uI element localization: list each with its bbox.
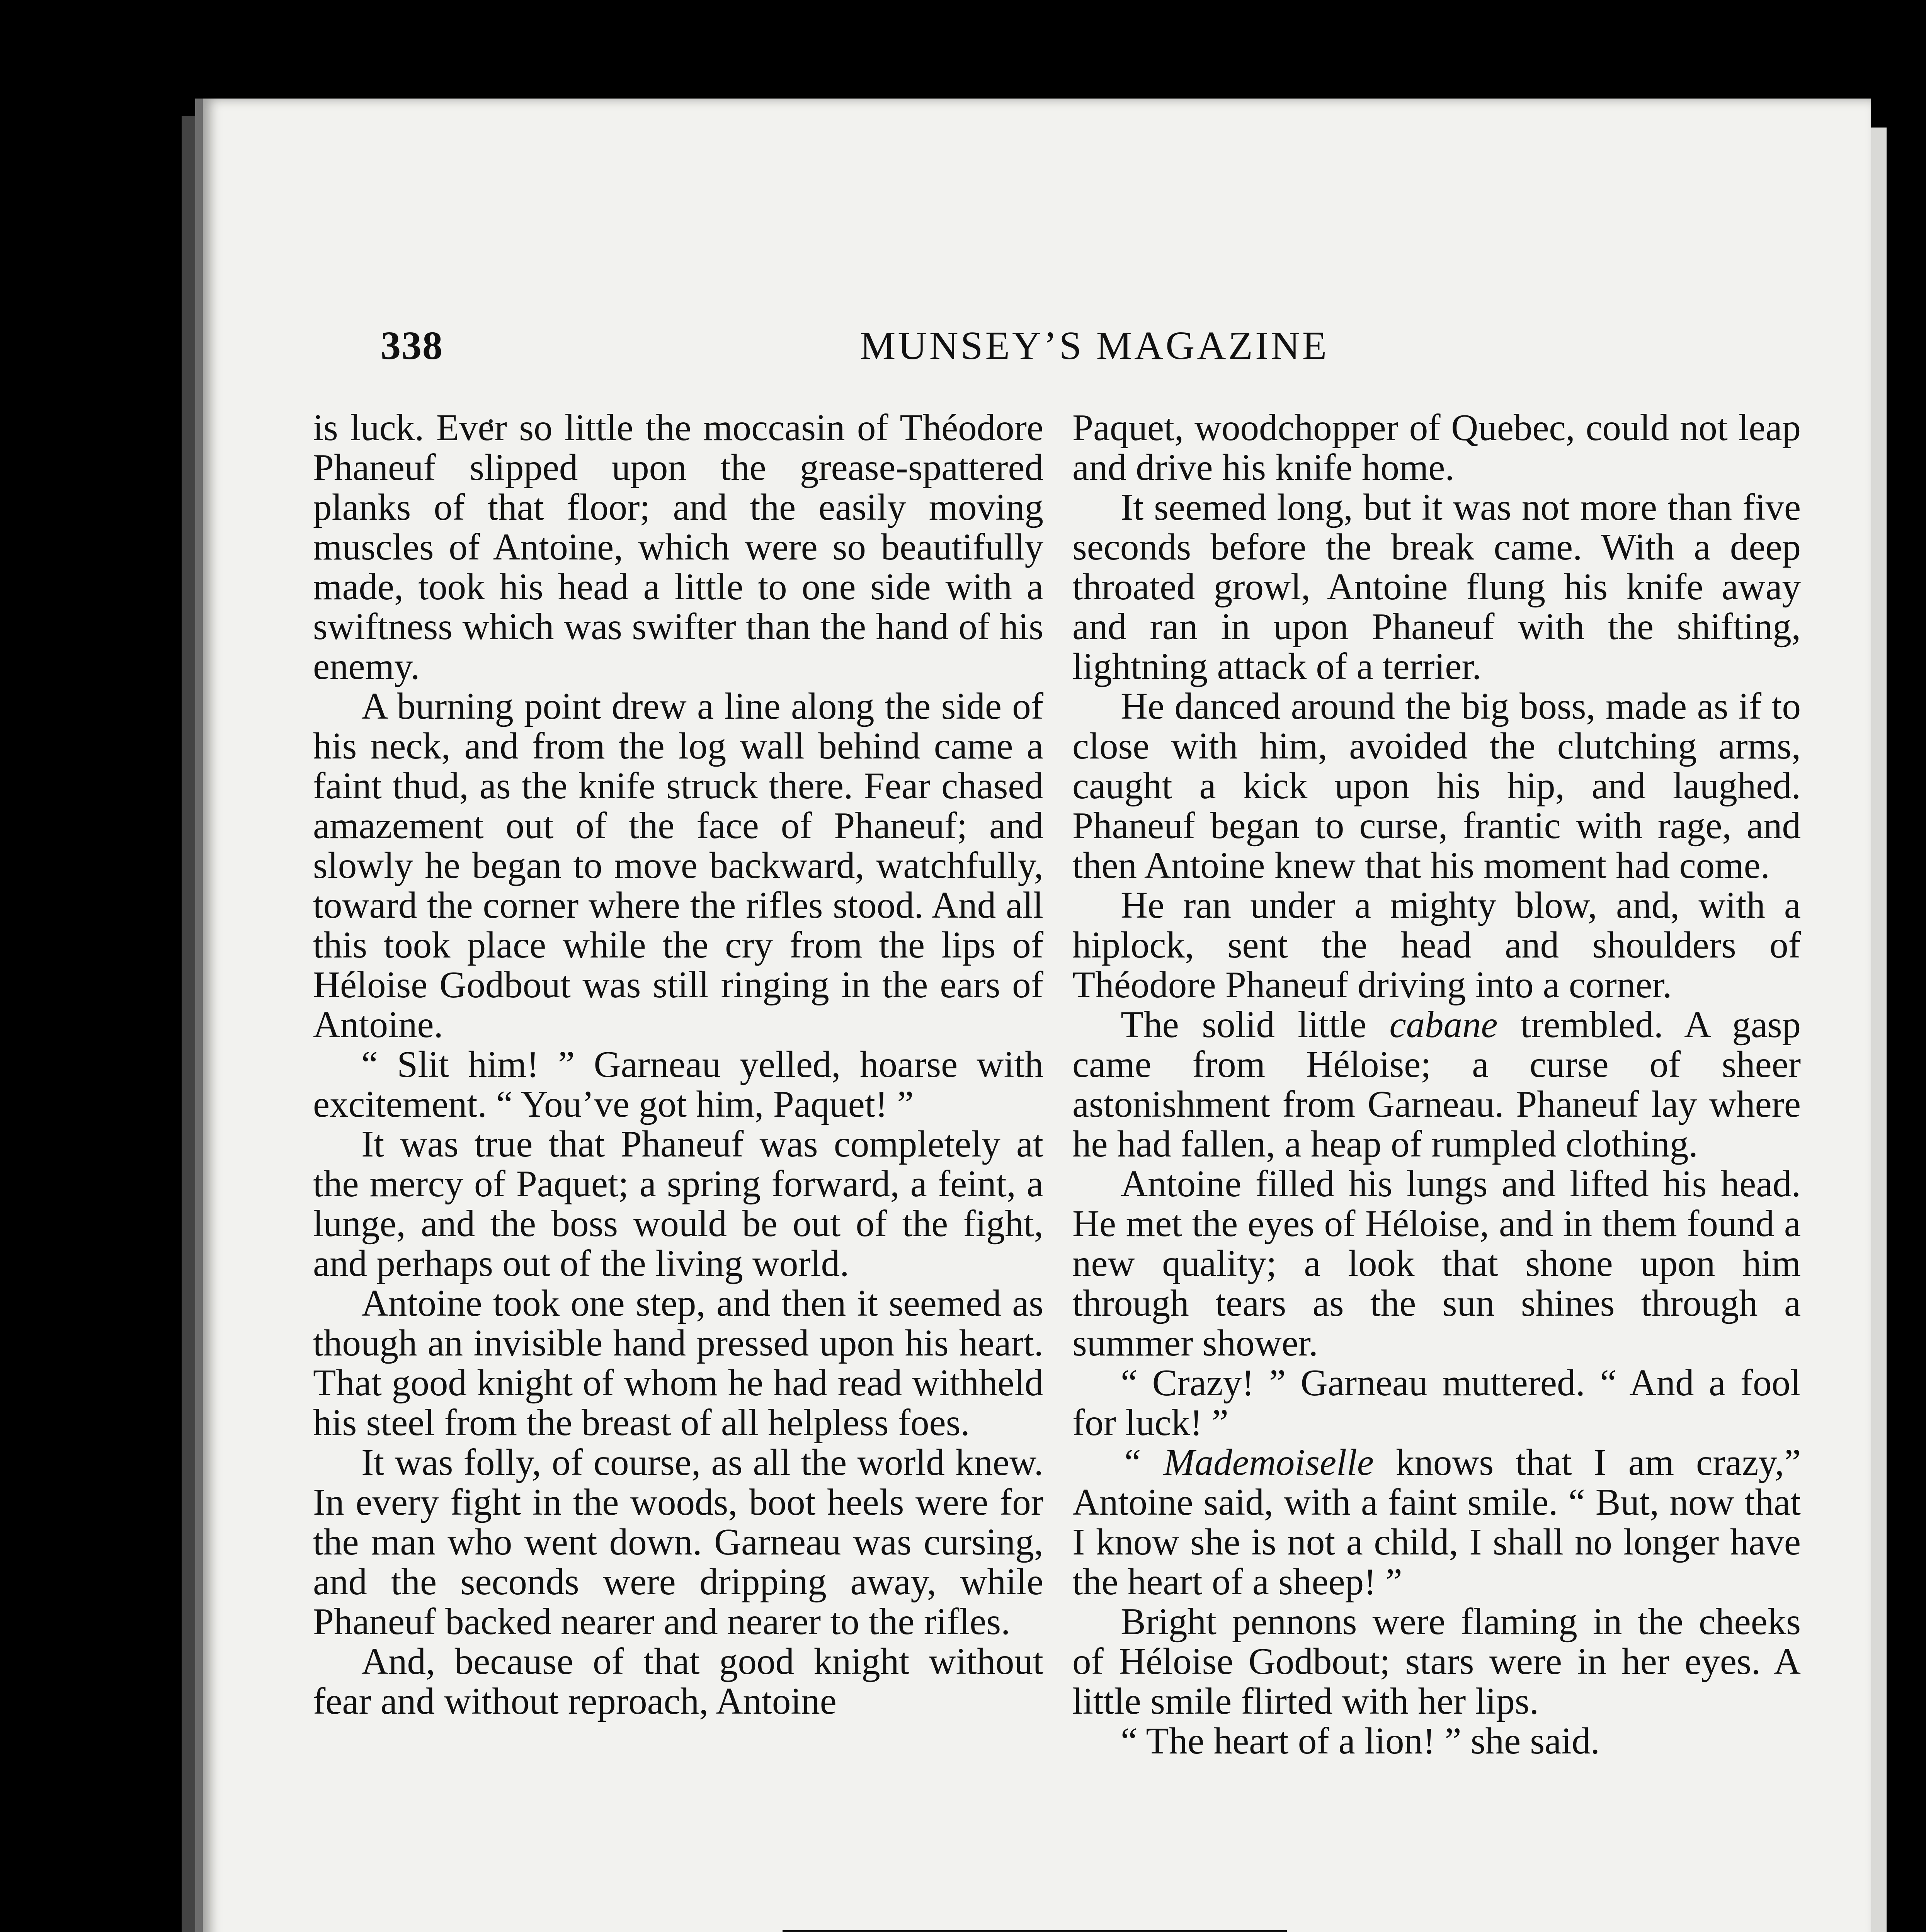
next-page-edge — [1871, 128, 1887, 1932]
story-paragraph: It seemed long, but it was not more than five seconds before the break came. With a deep throated growl, Antoine flung his knife away and ran in upon Phaneuf with the shifting, lightning attack of a terrier. — [1072, 486, 1801, 687]
story-paragraph: “ Crazy! ” Garneau muttered. “ And a fool for luck! ” — [1072, 1362, 1801, 1443]
story-paragraph — [1072, 1005, 1801, 1164]
section-divider-rule — [783, 1930, 1287, 1932]
story-paragraph: “ Slit him! ” Garneau yelled, hoarse with excitement. “ You’ve got him, Paquet! ” — [313, 1044, 1043, 1125]
story-paragraph: It was folly, of course, as all the world knew. In every fight in the woods, boot heels were for the man who went down. Garneau was cursing, and the seconds were dripping away, while Phaneuf backed nearer and nearer to the rifles. — [313, 1442, 1043, 1642]
story-paragraph — [1072, 1442, 1801, 1602]
page-header — [203, 323, 1871, 377]
story-paragraph: He ran under a mighty blow, and, with a hiplock, sent the head and shoulders of Théodore Phaneuf driving into a corner. — [1072, 884, 1801, 1005]
story-paragraph: It was true that Phaneuf was completely at the mercy of Paquet; a spring forward, a feint, a lunge, and the boss would be out of the fight, and perhaps out of the living world. — [313, 1123, 1043, 1284]
story-paragraph: And, because of that good knight without fear and without reproach, Antoine — [313, 1641, 1043, 1722]
paragraph-text: knows that I am crazy,” Antoine said, with a faint smile. “ But, now that I know she is not a child, I shall no longer have the heart of a sheep! ” — [1072, 1442, 1801, 1602]
italic-word: cabane — [1389, 1004, 1498, 1045]
running-head: MUNSEY’S MAGAZINE — [860, 323, 1329, 368]
page-number: 338 — [381, 323, 443, 368]
page-binding-edge — [182, 116, 196, 1932]
story-column-left — [313, 408, 1043, 1721]
story-paragraph: Bright pennons were flaming in the cheeks of Héloise Godbout; stars were in her eyes. A little smile flirted with her lips. — [1072, 1601, 1801, 1722]
paragraph-text: The solid little — [1121, 1004, 1390, 1045]
paragraph-text: trembled. A gasp came from Héloise; a curse of sheer astonishment from Garneau. Phaneuf lay where he had fallen, a heap of rumpled clothing. — [1072, 1004, 1801, 1165]
story-paragraph: Antoine filled his lungs and lifted his head. He met the eyes of Héloise, and in them found a new quality; a look that shone upon him through tears as the sun shines through a summer shower. — [1072, 1163, 1801, 1364]
story-paragraph: Antoine took one step, and then it seemed as though an invisible hand pressed upon his heart. That good knight of whom he had read withheld his steel from the breast of all helpless foes. — [313, 1282, 1043, 1443]
magazine-page — [195, 99, 1871, 1932]
story-column-right — [1072, 408, 1801, 1761]
story-paragraph: “ The heart of a lion! ” she said. — [1121, 1720, 1600, 1762]
story-paragraph: Paquet, woodchopper of Quebec, could not leap and drive his knife home. — [1072, 407, 1801, 488]
story-paragraph: He danced around the big boss, made as if to close with him, avoided the clutching arms, caught a kick upon his hip, and laughed. Phaneuf began to curse, frantic with rage, and then Antoine knew that his moment had come. — [1072, 685, 1801, 886]
story-paragraph: A burning point drew a line along the side of his neck, and from the log wall behind came a faint thud, as the knife struck there. Fear chased amazement out of the face of Phaneuf; and slowly he began to move backward, watchfully, toward the corner where the rifles stood. And all this took place while the cry from the lips of Héloise Godbout was still ringing in the ears of Antoine. — [313, 685, 1043, 1045]
italic-word: “ Mademoiselle — [1121, 1442, 1374, 1483]
story-paragraph: is luck. Ever so little the moccasin of Théodore Phaneuf slipped upon the grease-spattered planks of that floor; and the easily moving muscles of Antoine, which were so beautifully made, took his head a little to one side with a swiftness which was swifter than the hand of his enemy. — [313, 407, 1043, 687]
